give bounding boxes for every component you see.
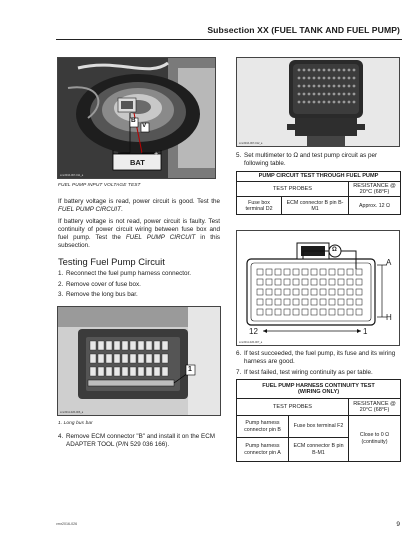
step-item xyxy=(58,270,223,278)
diagram-label-a: A xyxy=(386,258,392,267)
table-cell: Fuse box terminal D2 xyxy=(237,197,282,215)
paragraph-text: in this subsection. xyxy=(58,234,220,250)
step-number: 6. xyxy=(236,350,242,357)
step-item xyxy=(58,433,223,449)
pump-circuit-test-table xyxy=(236,171,401,215)
photo-label-b: B xyxy=(131,117,136,124)
paragraph-text: If battery voltage is not read, power circuit is faulty. Test continuity of power circuit wiring between fuse box and fuel pump. Test the xyxy=(58,218,220,242)
step-list-6-7 xyxy=(236,350,403,379)
ecm-adapter-illustration xyxy=(237,58,400,147)
section-heading: Testing Fuel Pump Circuit xyxy=(58,256,165,267)
photo-label-v: V xyxy=(142,122,147,129)
table-cell: ECM connector B pin B-M1 xyxy=(289,438,349,462)
caption-voltage-test: FUEL PUMP INPUT VOLTAGE TEST xyxy=(58,183,141,188)
table-title: PUMP CIRCUIT TEST THROUGH FUEL PUMP xyxy=(237,172,401,182)
table-row xyxy=(237,416,401,438)
step-text: If test failed, test wiring continuity as per table. xyxy=(244,368,373,376)
table-cell: Pump harness connector pin B xyxy=(237,416,289,438)
connector-pinout-drawing xyxy=(237,231,400,346)
diagram-code: smr2011-026-007_a xyxy=(239,341,263,344)
photo-label-bat: BAT xyxy=(130,158,145,167)
step-item xyxy=(236,369,403,377)
diagram-label-12: 12 xyxy=(249,327,258,336)
step-list-1-3 xyxy=(58,270,223,302)
diagram-label-ohm: Ω xyxy=(332,247,337,253)
step-item xyxy=(236,152,403,168)
fuse-box-illustration xyxy=(58,307,221,416)
ecm-connector-diagram xyxy=(236,230,400,346)
photo-label-minus: – xyxy=(116,152,120,159)
paragraph-text: If battery voltage is read, power circuit is good. Test the xyxy=(58,198,220,205)
document-code: vmr2016-026 xyxy=(56,522,78,526)
caption-long-bus-bar: 1. Long bus bar xyxy=(58,421,93,426)
photo-code: smr2011-026-006_a xyxy=(60,411,84,414)
step-item xyxy=(58,281,223,289)
step-item xyxy=(58,291,223,299)
table-row xyxy=(237,197,401,215)
ecm-adapter-photo xyxy=(236,57,400,147)
diagram-label-1: 1 xyxy=(363,327,368,336)
step-number: 7. xyxy=(236,368,242,376)
diagram-label-h: H xyxy=(386,313,392,322)
step-item xyxy=(236,350,403,366)
step-number: 3. xyxy=(58,291,64,299)
step-number: 4. xyxy=(58,433,64,440)
table-cell: ECM connector B pin B-M1 xyxy=(282,197,349,215)
paragraph-emphasis: FUEL PUMP CIRCUIT xyxy=(58,206,121,214)
step-list-4 xyxy=(58,433,223,452)
paragraph-voltage-good xyxy=(58,198,220,214)
fuse-box-photo xyxy=(57,306,221,416)
step-text: Set multimeter to Ω and test pump circuit as per following table. xyxy=(244,152,378,168)
paragraph-emphasis: FUEL PUMP CIRCUIT xyxy=(125,234,196,242)
photo-callout-1: 1 xyxy=(188,366,192,373)
step-text: Remove ECM connector "B" and install it on the ECM ADAPTER TOOL (P/N 529 036 166). xyxy=(66,433,216,449)
step-number: 1. xyxy=(58,270,64,277)
paragraph-text: . xyxy=(120,206,123,214)
step-number: 5. xyxy=(236,152,242,159)
column-header-probes: TEST PROBES xyxy=(237,182,349,197)
fuel-pump-voltage-photo xyxy=(57,57,216,179)
step-text: Reconnect the fuel pump harness connector. xyxy=(66,270,191,277)
paragraph-voltage-faulty xyxy=(58,218,220,250)
photo-code: smr2016-067-011_a xyxy=(60,174,84,177)
column-header-resistance: RESISTANCE @ 20°C (68°F) xyxy=(349,182,401,197)
page-header xyxy=(56,22,402,40)
page-number: 9 xyxy=(396,521,400,528)
column-header-probes: TEST PROBES xyxy=(237,399,349,416)
step-list-5 xyxy=(236,152,403,171)
step-text: Remove the long bus bar. xyxy=(66,291,138,299)
long-bus-bar xyxy=(88,380,174,386)
step-number: 2. xyxy=(58,280,64,288)
table-cell: Approx. 12 Ω xyxy=(349,197,401,215)
harness-continuity-table xyxy=(236,379,401,462)
subsection-title: Subsection XX (FUEL TANK AND FUEL PUMP) xyxy=(207,25,400,35)
step-text: If test succeeded, the fuel pump, its fuse and its wiring harness are good. xyxy=(244,350,396,366)
photo-code: smr2016-067-012_a xyxy=(239,142,263,145)
table-title: FUEL PUMP HARNESS CONTINUITY TEST (WIRING ONLY) xyxy=(237,380,401,399)
photo-label-plus: + xyxy=(154,151,159,158)
table-cell: Fuse box terminal F2 xyxy=(289,416,349,438)
column-header-resistance: RESISTANCE @ 20°C (68°F) xyxy=(349,399,401,416)
table-cell: Pump harness connector pin A xyxy=(237,438,289,462)
step-text: Remove cover of fuse box. xyxy=(66,280,141,288)
table-cell-resistance: Close to 0 Ω (continuity) xyxy=(349,416,401,462)
